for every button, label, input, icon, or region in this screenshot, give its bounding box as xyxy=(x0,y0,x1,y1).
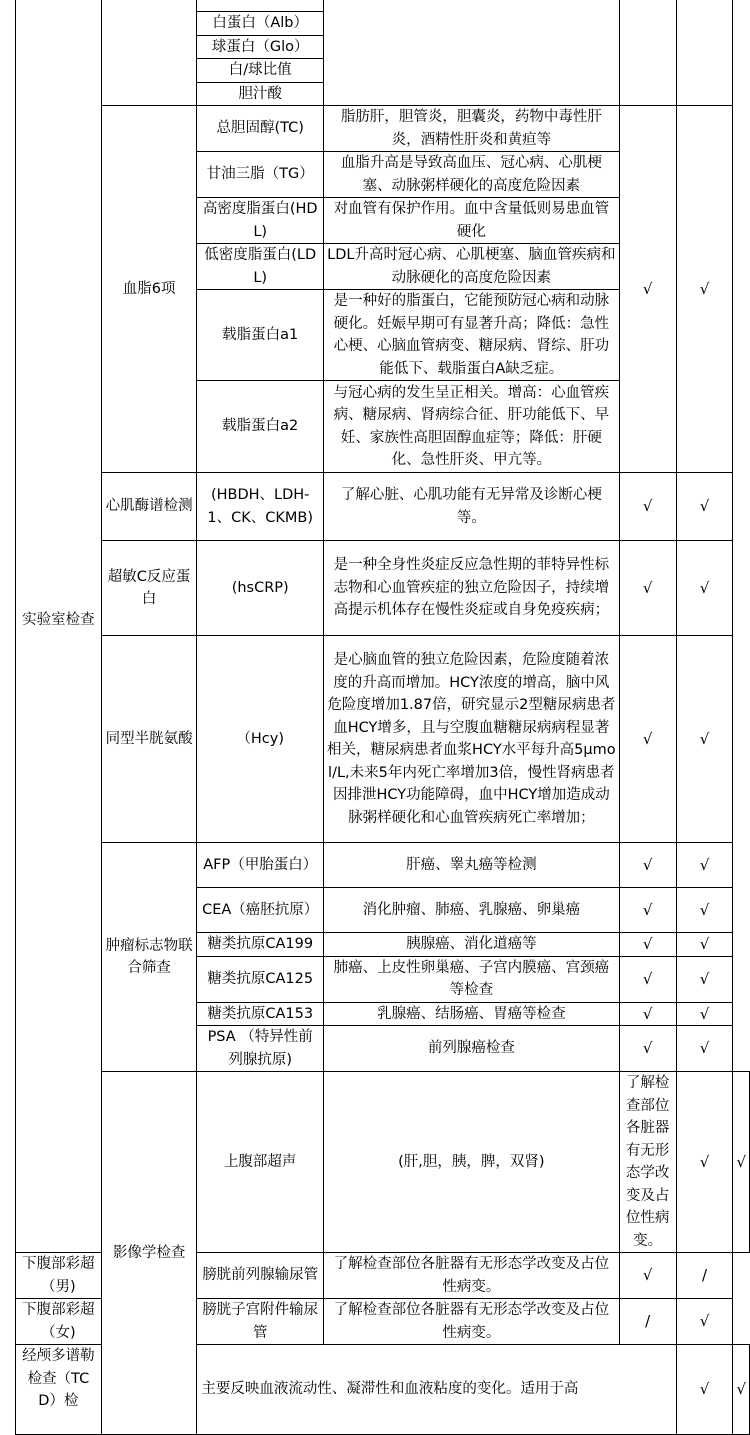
desc-cell: 肺癌、上皮性卵巢癌、子宫内膜癌、宫颈癌等检查 xyxy=(323,956,619,1002)
item-cell: 糖类抗原CA125 xyxy=(197,956,324,1002)
item-cell: AFP（甲胎蛋白） xyxy=(197,843,324,888)
group-cell: 超敏C反应蛋白 xyxy=(101,541,197,636)
table-row xyxy=(16,636,750,843)
mark-cell: √ xyxy=(619,933,676,957)
item-cell: 载脂蛋白a1 xyxy=(197,290,324,381)
item-cell: 膀胱子宫附件输尿管 xyxy=(197,1299,324,1345)
mark-cell: √ xyxy=(676,1072,733,1253)
item-cell: 白蛋白（Alb） xyxy=(197,12,324,36)
item-cell: 低密度脂蛋白(LDL) xyxy=(197,244,324,290)
item-cell: （Hcy) xyxy=(197,636,324,843)
desc-cell: 对血管有保护作用。血中含量低则易患血管硬化 xyxy=(323,198,619,244)
mark-cell: √ xyxy=(619,956,676,1002)
group-cell: 下腹部彩超（男) xyxy=(16,1253,102,1299)
mark-cell: √ xyxy=(676,933,733,957)
desc-cell: 肝癌、睾丸癌等检测 xyxy=(323,843,619,888)
category-cell-lab: 实验室检查 xyxy=(16,0,102,1253)
desc-cell: 是一种好的脂蛋白，它能预防冠心病和动脉硬化。妊娠早期可有显著升高；降低：急性心梗、心脑血管病变、糖尿病、肾综、肝功能低下、载脂蛋白A缺乏症。 xyxy=(323,290,619,381)
mark-cell xyxy=(676,0,733,106)
item-cell: 膀胱前列腺输尿管 xyxy=(197,1253,324,1299)
desc-cell: 乳腺癌、结肠癌、胃癌等检查 xyxy=(323,1002,619,1026)
item-cell: 胆汁酸 xyxy=(197,82,324,106)
item-cell: 载脂蛋白a2 xyxy=(197,381,324,473)
table-row xyxy=(16,106,750,152)
desc-cell: 胰腺癌、消化道癌等 xyxy=(323,933,619,957)
item-cell: 甘油三脂（TG） xyxy=(197,152,324,198)
item-cell: 白/球比值 xyxy=(197,59,324,83)
desc-cell: 是心脑血管的独立危险因素，危险度随着浓度的升高而增加。HCY浓度的增高，脑中风危险度增加1.87倍，研究显示2型糖尿病患者血HCY增多，且与空腹血糖糖尿病病程显著相关，糖尿病患者血浆HCY水平每升高5μmol/L,未来5年内死亡率增加3倍，慢性肾病患者因排泄HCY功能障碍，血中HCY增加造成动脉粥样硬化和心血管疾病死亡率增加； xyxy=(323,636,619,843)
item-cell xyxy=(197,0,324,12)
mark-cell: √ xyxy=(676,1002,733,1026)
group-cell: 心肌酶谱检测 xyxy=(101,473,197,541)
mark-cell: √ xyxy=(733,1072,750,1253)
mark-cell: / xyxy=(619,1299,676,1345)
mark-cell: √ xyxy=(619,541,676,636)
mark-cell: √ xyxy=(676,106,733,473)
mark-cell: √ xyxy=(619,843,676,888)
table-row xyxy=(16,1072,750,1253)
mark-cell: √ xyxy=(676,1026,733,1072)
mark-cell: √ xyxy=(733,1345,750,1435)
mark-cell: √ xyxy=(676,888,733,933)
item-cell: 高密度脂蛋白(HDL) xyxy=(197,198,324,244)
group-cell: 同型半胱氨酸 xyxy=(101,636,197,843)
table-row xyxy=(16,0,750,12)
mark-cell: √ xyxy=(676,956,733,1002)
mark-cell: √ xyxy=(619,473,676,541)
mark-cell: √ xyxy=(676,541,733,636)
group-cell: 下腹部彩超（女) xyxy=(16,1299,102,1345)
exam-items-table xyxy=(15,0,750,1435)
desc-cell: 了解检查部位各脏器有无形态学改变及占位性病变。 xyxy=(619,1072,676,1253)
group-cell: 肿瘤标志物联合筛查 xyxy=(101,843,197,1072)
desc-cell: 了解检查部位各脏器有无形态学改变及占位性病变。 xyxy=(323,1299,619,1345)
desc-cell: 主要反映血液流动性、凝滞性和血液粘度的变化。适用于高 xyxy=(197,1345,676,1435)
mark-cell: √ xyxy=(619,1026,676,1072)
mark-cell: √ xyxy=(619,636,676,843)
item-cell: (HBDH、LDH-1、CK、CKMB) xyxy=(197,473,324,541)
mark-cell: √ xyxy=(619,1002,676,1026)
mark-cell: √ xyxy=(676,473,733,541)
item-cell: 总胆固醇(TC) xyxy=(197,106,324,152)
table-row xyxy=(16,541,750,636)
desc-cell: 是一种全身性炎症反应急性期的菲特异性标志物和心血管疾症的独立危险因子，持续增高提示机体存在慢性炎症或自身免疫疾病； xyxy=(323,541,619,636)
mark-cell: √ xyxy=(619,1253,676,1299)
mark-cell xyxy=(619,0,676,106)
item-cell: (hsCRP) xyxy=(197,541,324,636)
mark-cell: √ xyxy=(676,843,733,888)
item-cell: 球蛋白（Glo） xyxy=(197,35,324,59)
desc-cell: 前列腺癌检查 xyxy=(323,1026,619,1072)
item-cell: (肝,胆，胰，脾，双肾) xyxy=(323,1072,619,1253)
category-cell-imaging: 影像学检查 xyxy=(101,1072,197,1435)
item-cell: 糖类抗原CA153 xyxy=(197,1002,324,1026)
mark-cell: / xyxy=(676,1253,733,1299)
mark-cell: √ xyxy=(676,1345,733,1435)
desc-cell: 消化肿瘤、肺癌、乳腺癌、卵巢癌 xyxy=(323,888,619,933)
table-row xyxy=(16,843,750,888)
mark-cell: √ xyxy=(619,106,676,473)
mark-cell: √ xyxy=(676,1299,733,1345)
mark-cell: √ xyxy=(676,636,733,843)
desc-cell: 脂肪肝，胆管炎，胆囊炎，药物中毒性肝炎，酒精性肝炎和黄疸等 xyxy=(323,106,619,152)
group-cell: 经颅多谱勒检查（TCD）检 xyxy=(16,1345,102,1435)
item-cell: 糖类抗原CA199 xyxy=(197,933,324,957)
item-cell: PSA （特异性前列腺抗原) xyxy=(197,1026,324,1072)
desc-cell xyxy=(323,0,619,106)
item-cell: CEA（癌胚抗原） xyxy=(197,888,324,933)
desc-cell: 了解心脏、心肌功能有无异常及诊断心梗等。 xyxy=(323,473,619,541)
desc-cell: LDL升高时冠心病、心肌梗塞、脑血管疾病和动脉硬化的高度危险因素 xyxy=(323,244,619,290)
group-cell-liver xyxy=(101,0,197,106)
table-row xyxy=(16,473,750,541)
desc-cell: 血脂升高是导致高血压、冠心病、心肌梗塞、动脉粥样硬化的高度危险因素 xyxy=(323,152,619,198)
mark-cell: √ xyxy=(619,888,676,933)
desc-cell: 与冠心病的发生呈正相关。增高：心血管疾病、糖尿病、肾病综合征、肝功能低下、早妊、家族性高胆固醇血症等；降低：肝硬化、急性肝炎、甲亢等。 xyxy=(323,381,619,473)
desc-cell: 了解检查部位各脏器有无形态学改变及占位性病变。 xyxy=(323,1253,619,1299)
group-cell: 血脂6项 xyxy=(101,106,197,473)
group-cell: 上腹部超声 xyxy=(197,1072,324,1253)
